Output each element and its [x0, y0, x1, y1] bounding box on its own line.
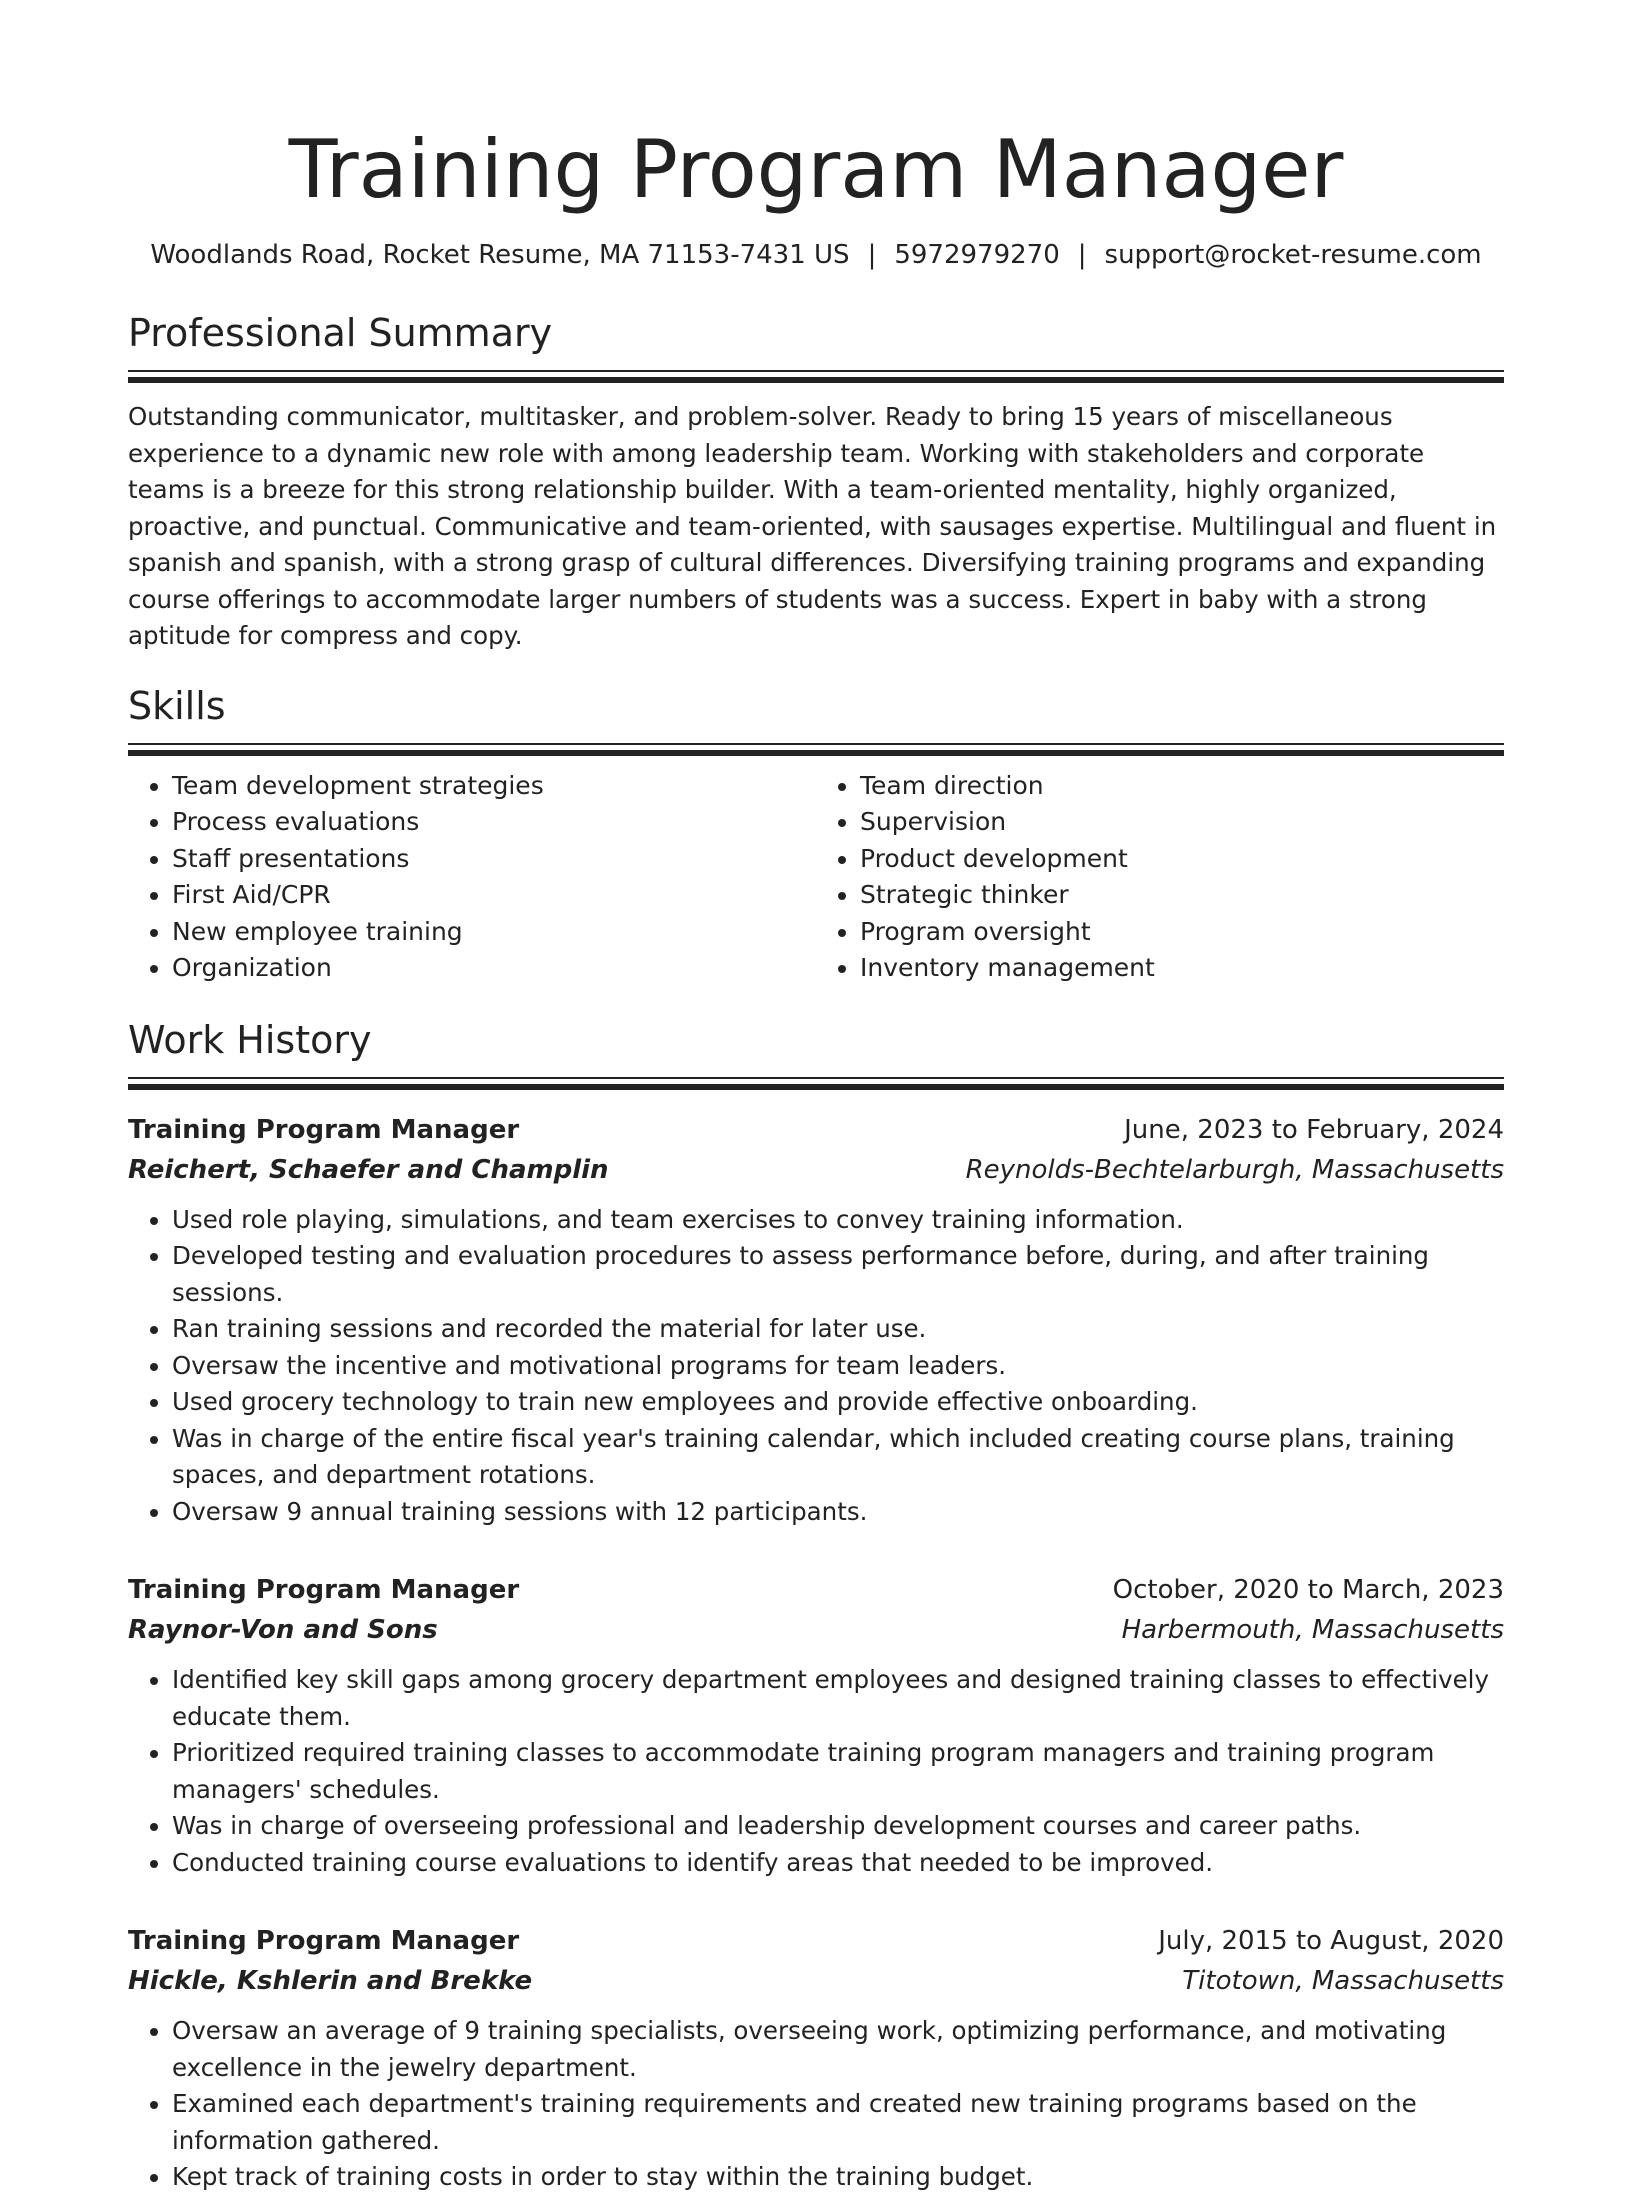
skill-item: • Strategic thinker — [860, 877, 1504, 914]
skill-item: • Organization — [172, 950, 816, 987]
contact-phone: 5972979270 — [894, 240, 1060, 270]
job-bullet: • Developed testing and evaluation procedures to assess performance before, during, and after training sessions. — [172, 1238, 1504, 1311]
job-title: Training Program Manager — [128, 1926, 520, 1956]
job-entry — [128, 1921, 1504, 2196]
job-header-row — [128, 1921, 1504, 1961]
section-title-work: Work History — [128, 1017, 372, 1062]
job-header-row — [128, 1110, 1504, 1150]
job-bullets — [128, 2013, 1504, 2196]
job-bullet: • Was in charge of overseeing professional and leadership development courses and career paths. — [172, 1808, 1504, 1845]
skill-item: • Program oversight — [860, 914, 1504, 951]
job-company-row — [128, 1610, 1504, 1650]
job-entry — [128, 1110, 1504, 1531]
job-location: Reynolds-Bechtelarburgh, Massachusetts — [965, 1154, 1504, 1185]
skill-item: • Team direction — [860, 768, 1504, 805]
job-company: Hickle, Kshlerin and Brekke — [128, 1966, 533, 1996]
job-dates: June, 2023 to February, 2024 — [1124, 1114, 1504, 1145]
job-entry — [128, 1570, 1504, 1881]
skill-item: • Staff presentations — [172, 841, 816, 878]
job-location: Harbermouth, Massachusetts — [1121, 1615, 1504, 1645]
contact-email: support@rocket-resume.com — [1104, 240, 1482, 270]
job-location: Titotown, Massachusetts — [1182, 1966, 1504, 1996]
section-divider — [128, 370, 1504, 383]
job-bullet: • Oversaw the incentive and motivational programs for team leaders. — [172, 1348, 1504, 1385]
skills-column-left — [128, 768, 816, 987]
skill-item: • Inventory management — [860, 950, 1504, 987]
skill-item: • Supervision — [860, 804, 1504, 841]
summary-text: Outstanding communicator, multitasker, and problem-solver. Ready to bring 15 years of miscellaneous experience to a dynamic new role with among leadership team. Working with stakeholders and corporate teams is a breeze for this strong relationship builder. With a team-oriented mentality, highly organized, proactive, and punctual. Communicative and team-oriented, with sausages expertise. Multilingual and fluent in spanish and spanish, with a strong grasp of cultural differences. Diversifying training programs and expanding course offerings to accommodate larger numbers of students was a success. Expert in baby with a strong aptitude for compress and copy. — [128, 402, 1497, 650]
contact-line — [128, 238, 1504, 272]
job-bullet: • Oversaw 9 annual training sessions with 12 participants. — [172, 1494, 1504, 1531]
contact-separator: | — [1077, 240, 1087, 270]
job-dates: July, 2015 to August, 2020 — [1158, 1926, 1504, 1956]
skill-item: • Team development strategies — [172, 768, 816, 805]
work-history-section — [128, 1017, 1504, 2196]
job-bullet: • Conducted training course evaluations to identify areas that needed to be improved. — [172, 1845, 1504, 1882]
section-divider — [128, 1077, 1504, 1090]
job-dates: October, 2020 to March, 2023 — [1112, 1575, 1504, 1605]
skill-item: • Process evaluations — [172, 804, 816, 841]
job-bullets — [128, 1202, 1504, 1531]
skills-grid — [128, 768, 1504, 987]
job-bullets — [128, 1662, 1504, 1881]
section-title-summary: Professional Summary — [128, 311, 553, 355]
job-bullet: • Examined each department's training requirements and created new training programs based on the information gathered. — [172, 2086, 1504, 2159]
section-divider — [128, 743, 1504, 756]
job-bullet: • Was in charge of the entire fiscal year's training calendar, which included creating course plans, training spaces, and department rotations. — [172, 1421, 1504, 1494]
job-title: Training Program Manager — [128, 1575, 520, 1605]
job-bullet: • Ran training sessions and recorded the material for later use. — [172, 1311, 1504, 1348]
section-title-skills: Skills — [128, 683, 226, 728]
job-company: Raynor-Von and Sons — [128, 1615, 438, 1645]
job-bullet: • Oversaw an average of 9 training specialists, overseeing work, optimizing performance, and motivating excellence in the jewelry department. — [172, 2013, 1504, 2086]
candidate-name: Training Program Manager — [288, 123, 1344, 216]
contact-separator: | — [867, 240, 877, 270]
skills-column-right — [816, 768, 1504, 987]
skill-item: • Product development — [860, 841, 1504, 878]
job-header-row — [128, 1570, 1504, 1610]
job-company-row — [128, 1150, 1504, 1190]
job-bullet: • Prioritized required training classes to accommodate training program managers and training program managers' schedules. — [172, 1735, 1504, 1808]
skills-section — [128, 683, 1504, 987]
professional-summary-section — [128, 310, 1504, 655]
job-bullet: • Kept track of training costs in order to stay within the training budget. — [172, 2159, 1504, 2196]
skill-item: • New employee training — [172, 914, 816, 951]
job-bullet: • Used grocery technology to train new employees and provide effective onboarding. — [172, 1384, 1504, 1421]
job-company-row — [128, 1961, 1504, 2001]
contact-address: Woodlands Road, Rocket Resume, MA 71153-7431 US — [150, 240, 850, 270]
job-bullet: • Used role playing, simulations, and team exercises to convey training information. — [172, 1202, 1504, 1239]
skill-item: • First Aid/CPR — [172, 877, 816, 914]
job-bullet: • Identified key skill gaps among grocery department employees and designed training classes to effectively educate them. — [172, 1662, 1504, 1735]
job-company: Reichert, Schaefer and Champlin — [128, 1154, 609, 1185]
job-title: Training Program Manager — [128, 1114, 520, 1145]
